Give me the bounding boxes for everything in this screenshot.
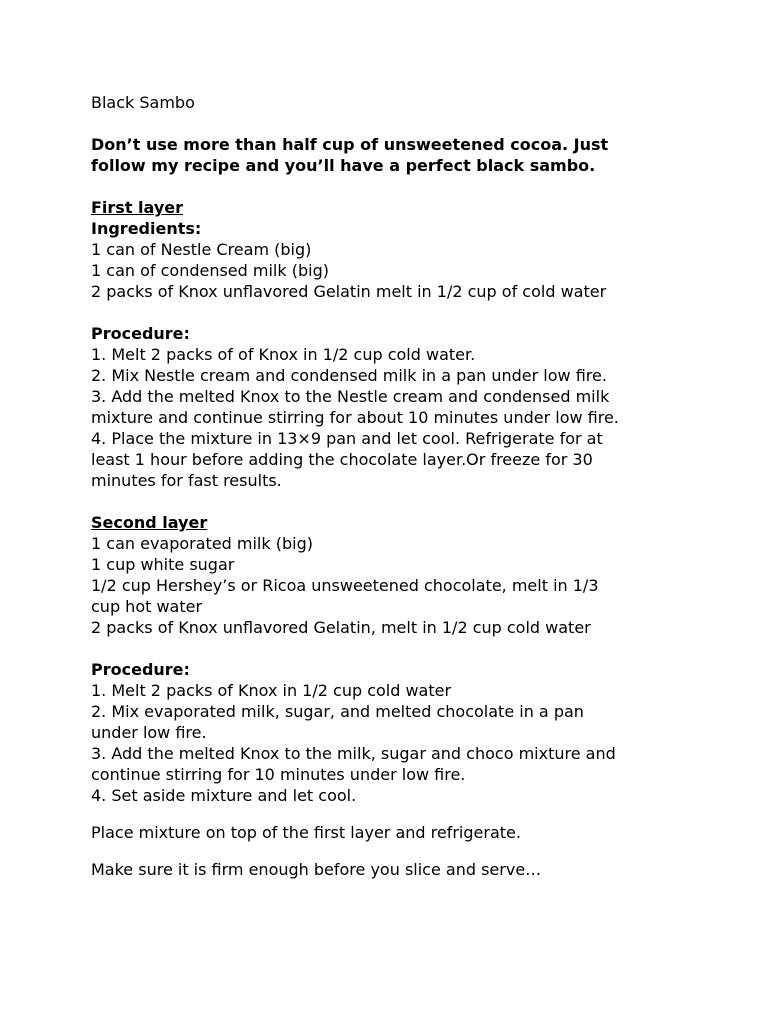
closing-line: Make sure it is firm enough before you slice and serve… bbox=[91, 860, 542, 879]
ingredient-item: 1 can of Nestle Cream (big) bbox=[91, 240, 312, 259]
ingredient-item: 1 can of condensed milk (big) bbox=[91, 261, 329, 280]
procedure-line: 1. Melt 2 packs of Knox in 1/2 cup cold water bbox=[91, 681, 452, 700]
document-page bbox=[91, 92, 751, 880]
procedure-line: 4. Set aside mixture and let cool. bbox=[91, 786, 357, 805]
first-layer-heading: First layer bbox=[91, 198, 184, 217]
procedure-line: 1. Melt 2 packs of of Knox in 1/2 cup cold water. bbox=[91, 345, 476, 364]
procedure-line: 3. Add the melted Knox to the milk, sugar and choco mixture and bbox=[91, 744, 616, 763]
procedure-label: Procedure: bbox=[91, 660, 190, 679]
ingredients-label: Ingredients: bbox=[91, 219, 202, 238]
procedure-line: minutes for fast results. bbox=[91, 471, 282, 490]
procedure-line: 2. Mix evaporated milk, sugar, and melted chocolate in a pan bbox=[91, 702, 584, 721]
procedure-line: 4. Place the mixture in 13×9 pan and let cool. Refrigerate for at bbox=[91, 429, 603, 448]
procedure-line: 3. Add the melted Knox to the Nestle cream and condensed milk bbox=[91, 387, 610, 406]
procedure-line: least 1 hour before adding the chocolate layer.Or freeze for 30 bbox=[91, 450, 593, 469]
ingredient-item: 2 packs of Knox unflavored Gelatin, melt in 1/2 cup cold water bbox=[91, 618, 591, 637]
procedure-line: 2. Mix Nestle cream and condensed milk in a pan under low fire. bbox=[91, 366, 607, 385]
intro-line: follow my recipe and you’ll have a perfect black sambo. bbox=[91, 156, 596, 175]
ingredient-item: cup hot water bbox=[91, 597, 203, 616]
procedure-label: Procedure: bbox=[91, 324, 190, 343]
ingredient-item: 1/2 cup Hershey’s or Ricoa unsweetened chocolate, melt in 1/3 bbox=[91, 576, 599, 595]
intro-line: Don’t use more than half cup of unsweetened cocoa. Just bbox=[91, 135, 609, 154]
closing-line: Place mixture on top of the first layer and refrigerate. bbox=[91, 823, 521, 842]
document-title: Black Sambo bbox=[91, 93, 195, 112]
ingredient-item: 2 packs of Knox unflavored Gelatin melt in 1/2 cup of cold water bbox=[91, 282, 607, 301]
ingredient-item: 1 cup white sugar bbox=[91, 555, 235, 574]
procedure-line: mixture and continue stirring for about 10 minutes under low fire. bbox=[91, 408, 619, 427]
ingredient-item: 1 can evaporated milk (big) bbox=[91, 534, 313, 553]
procedure-line: under low fire. bbox=[91, 723, 207, 742]
second-layer-heading: Second layer bbox=[91, 513, 208, 532]
procedure-line: continue stirring for 10 minutes under low fire. bbox=[91, 765, 466, 784]
